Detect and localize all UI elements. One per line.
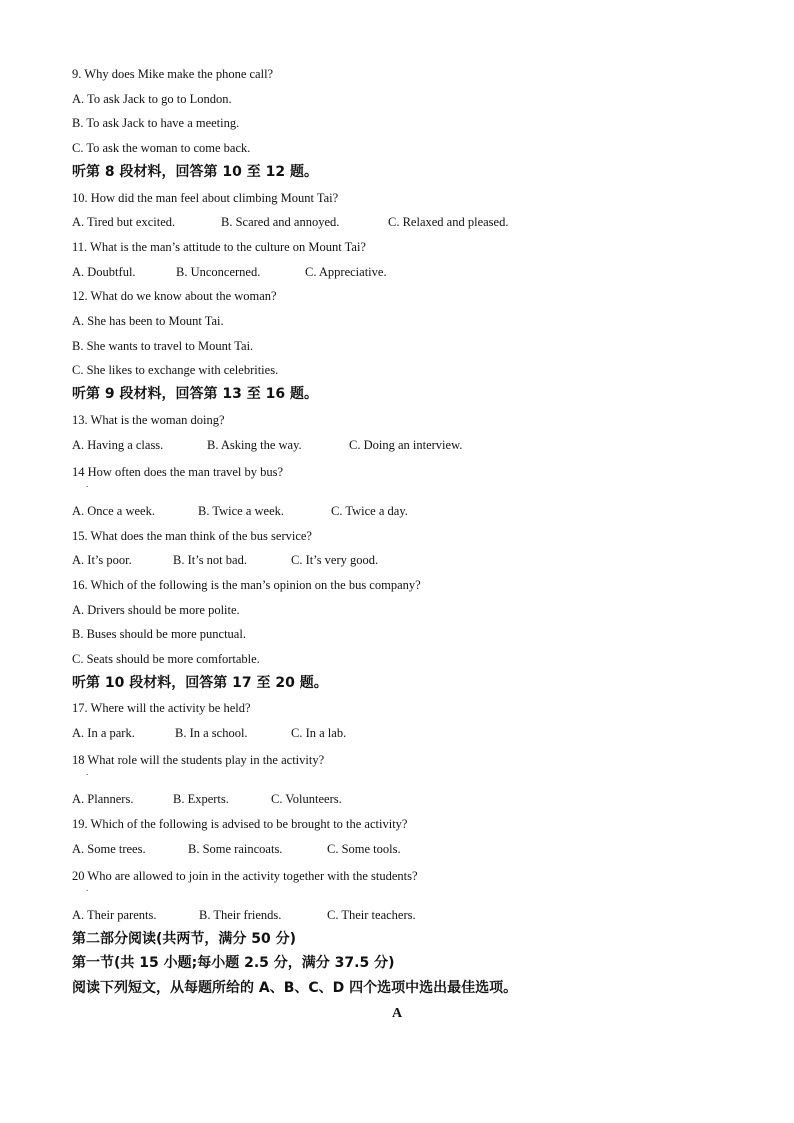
question-20-option-c: C. Their teachers. — [327, 908, 416, 922]
question-12-option-c: C. She likes to exchange with celebrities. — [72, 363, 279, 377]
question-14-option-c: C. Twice a day. — [331, 504, 408, 518]
question-19-option-a: A. Some trees. — [72, 842, 146, 856]
question-9-stem: 9. Why does Mike make the phone call? — [72, 67, 274, 81]
question-17-option-b: B. In a school. — [175, 726, 248, 740]
question-10-option-b: B. Scared and annoyed. — [221, 215, 340, 229]
question-10-stem: 10. How did the man feel about climbing Mount Tai? — [72, 191, 339, 205]
question-11-option-a: A. Doubtful. — [72, 265, 136, 279]
question-16-stem: 16. Which of the following is the man’s opinion on the bus company? — [72, 578, 421, 592]
question-11-stem: 11. What is the man’s attitude to the culture on Mount Tai? — [72, 240, 366, 254]
question-19-option-b: B. Some raincoats. — [188, 842, 283, 856]
question-20-stem: 20 Who are allowed to join in the activity together with the students? — [72, 869, 418, 883]
question-16-option-a: A. Drivers should be more polite. — [72, 603, 240, 617]
question-17-option-a: A. In a park. — [72, 726, 135, 740]
question-10-option-a: A. Tired but excited. — [72, 215, 176, 229]
question-15-stem: 15. What does the man think of the bus service? — [72, 529, 312, 543]
question-14-option-a: A. Once a week. — [72, 504, 155, 518]
question-19-option-c: C. Some tools. — [327, 842, 401, 856]
question-15-option-a: A. It’s poor. — [72, 553, 132, 567]
section-heading-8: 听第 8 段材料，回答第 10 至 12 题。 — [72, 164, 318, 180]
part-2-heading: 第二部分阅读(共两节，满分 50 分) — [72, 931, 297, 947]
question-18-stem: 18 What role will the students play in the activity? — [72, 753, 325, 767]
stray-dot: . — [86, 883, 89, 893]
question-13-option-a: A. Having a class. — [72, 438, 164, 452]
question-14-option-b: B. Twice a week. — [198, 504, 285, 518]
question-13-option-c: C. Doing an interview. — [349, 438, 463, 452]
question-14-stem: 14 How often does the man travel by bus? — [72, 465, 284, 479]
question-12-option-b: B. She wants to travel to Mount Tai. — [72, 339, 254, 353]
question-18-option-c: C. Volunteers. — [271, 792, 342, 806]
question-16-option-c: C. Seats should be more comfortable. — [72, 652, 260, 666]
question-13-stem: 13. What is the woman doing? — [72, 413, 225, 427]
question-13-option-b: B. Asking the way. — [207, 438, 302, 452]
question-20-option-b: B. Their friends. — [199, 908, 282, 922]
question-17-option-c: C. In a lab. — [291, 726, 347, 740]
question-16-option-b: B. Buses should be more punctual. — [72, 627, 246, 641]
question-11-option-b: B. Unconcerned. — [176, 265, 261, 279]
stray-dot: . — [86, 767, 89, 777]
passage-label: A — [391, 1006, 403, 1021]
question-15-option-c: C. It’s very good. — [291, 553, 379, 567]
question-9-option-c: C. To ask the woman to come back. — [72, 141, 251, 155]
question-17-stem: 17. Where will the activity be held? — [72, 701, 251, 715]
question-18-option-b: B. Experts. — [173, 792, 229, 806]
section-1-heading: 第一节(共 15 小题;每小题 2.5 分，满分 37.5 分) — [72, 955, 395, 971]
stray-dot: . — [86, 479, 89, 489]
question-9-option-a: A. To ask Jack to go to London. — [72, 92, 232, 106]
section-heading-9: 听第 9 段材料，回答第 13 至 16 题。 — [72, 386, 318, 402]
reading-instruction: 阅读下列短文，从每题所给的 A、B、C、D 四个选项中选出最佳选项。 — [72, 980, 518, 996]
section-heading-10: 听第 10 段材料，回答第 17 至 20 题。 — [72, 675, 328, 691]
question-9-option-b: B. To ask Jack to have a meeting. — [72, 116, 240, 130]
question-18-option-a: A. Planners. — [72, 792, 134, 806]
question-15-option-b: B. It’s not bad. — [173, 553, 247, 567]
question-12-stem: 12. What do we know about the woman? — [72, 289, 277, 303]
question-12-option-a: A. She has been to Mount Tai. — [72, 314, 224, 328]
question-19-stem: 19. Which of the following is advised to be brought to the activity? — [72, 817, 408, 831]
question-20-option-a: A. Their parents. — [72, 908, 157, 922]
question-11-option-c: C. Appreciative. — [305, 265, 387, 279]
question-10-option-c: C. Relaxed and pleased. — [388, 215, 509, 229]
